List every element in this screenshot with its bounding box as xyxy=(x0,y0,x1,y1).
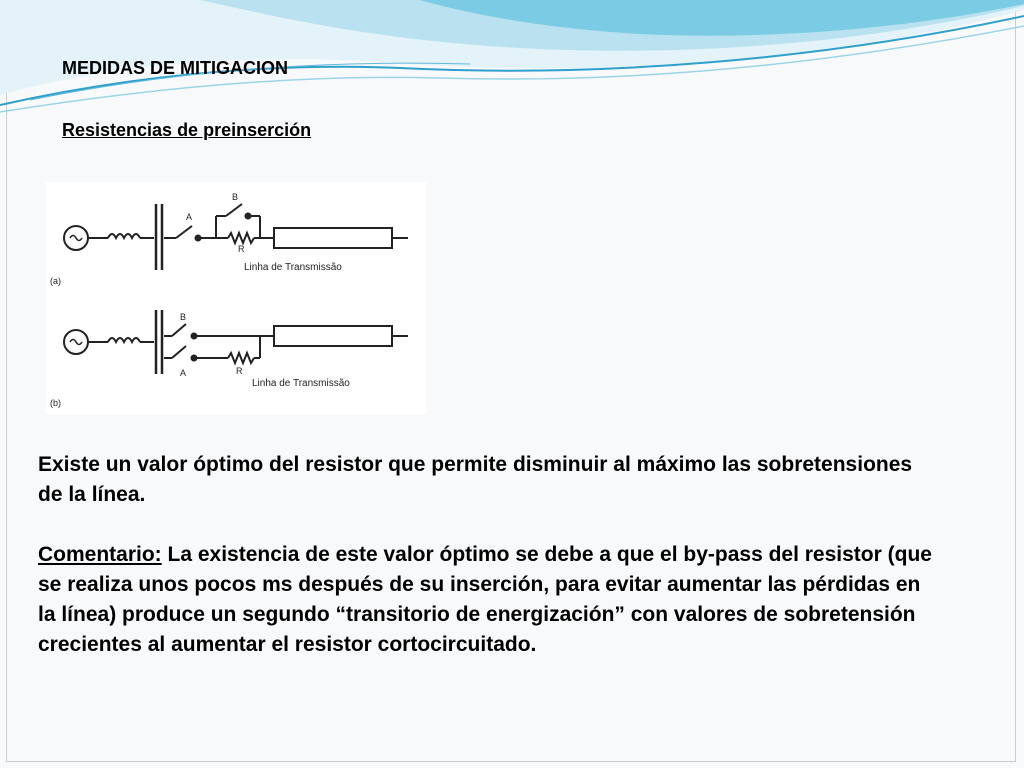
switch-b-b xyxy=(172,324,186,336)
label-b-switch-a: A xyxy=(180,368,187,378)
comment-text: La existencia de este valor óptimo se debe a que el by-pass del resistor (que se realiza unos pocos ms después de su inserción, para evitar aumentar las pérdidas en la línea) produce un segundo “transitorio de energización” con valores de sobretensión crecientes al aumentar el resistor cortocircuitado. xyxy=(38,543,932,656)
resistor-b xyxy=(228,353,254,363)
paragraph-comment xyxy=(38,540,938,660)
inductor-a xyxy=(108,234,140,238)
paragraph-optimal-value: Existe un valor óptimo del resistor que permite disminuir al máximo las sobretensiones de la línea. xyxy=(38,453,913,506)
label-a-switch-a: A xyxy=(186,212,193,222)
switch-a-b xyxy=(226,204,242,216)
slide-subtitle: Resistencias de preinserción xyxy=(62,120,312,140)
line-box-a xyxy=(274,228,392,248)
resistor-a xyxy=(228,233,254,243)
label-a-resistor: R xyxy=(238,244,245,254)
slide-title: MEDIDAS DE MITIGACION xyxy=(62,58,289,78)
label-panel-b: (b) xyxy=(50,398,61,408)
circuit-diagram xyxy=(46,182,426,414)
circuit-figure xyxy=(46,182,426,414)
line-box-b xyxy=(274,326,392,346)
label-a-line: Linha de Transmissão xyxy=(244,262,342,273)
label-b-line: Linha de Transmissão xyxy=(252,378,350,389)
inductor-b xyxy=(108,338,140,342)
switch-a-a xyxy=(176,226,192,238)
comment-label: Comentario: xyxy=(38,543,162,566)
body-text xyxy=(38,450,938,660)
paragraph-gap xyxy=(38,510,938,540)
switch-b-a xyxy=(172,346,186,358)
label-panel-a: (a) xyxy=(50,276,61,286)
label-a-switch-b: B xyxy=(232,192,239,202)
label-b-resistor: R xyxy=(236,366,243,376)
label-b-switch-b: B xyxy=(180,312,187,322)
